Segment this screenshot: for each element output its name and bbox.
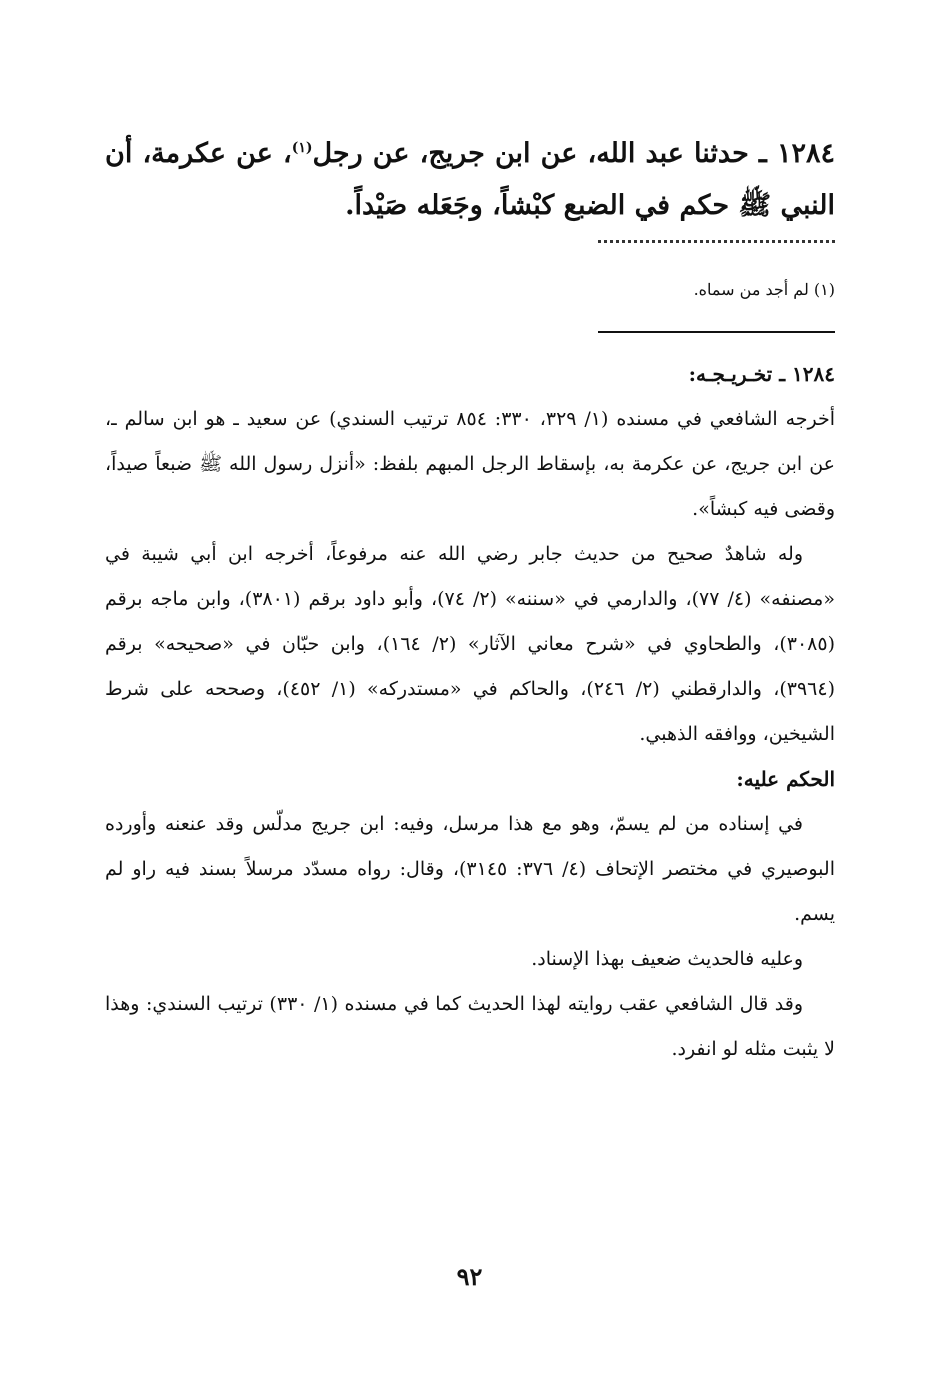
footnote-1: (١) لم أجد من سماه.	[693, 280, 835, 299]
section-divider	[598, 331, 835, 333]
hukm-paragraph-2: وعليه فالحديث ضعيف بهذا الإسناد.	[531, 948, 803, 970]
footnote-separator-dots	[598, 240, 835, 243]
takhrij-paragraph-2: وله شاهدٌ صحيح من حديث جابر رضي الله عنه مرفوعاً، أخرجه ابن أبي شيبة في «مصنفه» (٤/ ٧٧)، والدارمي في «سننه» (٢/ ٧٤)، وأبو داود برقم (٣٨٠١)، وابن ماجه برقم (٣٠٨٥)، والطحاوي في «شرح معاني الآثار» (٢/ ١٦٤)، وابن حبّان في «صحيحه» برقم (٣٩٦٤)، والدارقطني (٢/ ٢٤٦)، والحاكم في «مستدركه» (١/ ٤٥٢)، وصححه على شرط الشيخين، ووافقه الذهبي.	[105, 543, 836, 745]
hukm-heading: الحكم عليه:	[736, 767, 835, 791]
hadith-text	[105, 122, 835, 232]
page-number: ٩٢	[456, 1262, 483, 1291]
takhrij-heading: ١٢٨٤ ـ تخـريـجـه:	[688, 362, 835, 386]
hukm-paragraph-3: وقد قال الشافعي عقب روايته لهذا الحديث كما في مسنده (١/ ٣٣٠) ترتيب السندي: وهذا لا يثبت مثله لو انفرد.	[105, 993, 835, 1060]
hadith-body-part1: ـ حدثنا عبد الله، عن ابن جريج، عن رجل	[312, 138, 767, 169]
footnote-reference[interactable]: (١)	[291, 140, 313, 156]
takhrij-section	[105, 352, 835, 1072]
hadith-body-part2: ، عن عكرمة، أن النبي ﷺ حكم في الضبع كبْشاً، وجَعَله صَيْداً.	[105, 138, 835, 221]
takhrij-paragraph-1: أخرجه الشافعي في مسنده (١/ ٣٢٩، ٣٣٠: ٨٥٤ ترتيب السندي) عن سعيد ـ هو ابن سالم ـ، عن ابن جريج، عن عكرمة به، بإسقاط الرجل المبهم بلفظ: «أنزل رسول الله ﷺ ضبعاً صيداً، وقضى فيه كبشاً».	[105, 408, 836, 520]
hadith-number: ١٢٨٤	[777, 138, 836, 169]
hukm-paragraph-1: في إسناده من لم يسمّ، وهو مع هذا مرسل، وفيه: ابن جريج مدلّس وقد عنعنه وأورده البوصيري في مختصر الإتحاف (٤/ ٣٧٦: ٣١٤٥)، وقال: رواه مسدّد مرسلاً بسند فيه راو لم يسم.	[105, 813, 835, 925]
